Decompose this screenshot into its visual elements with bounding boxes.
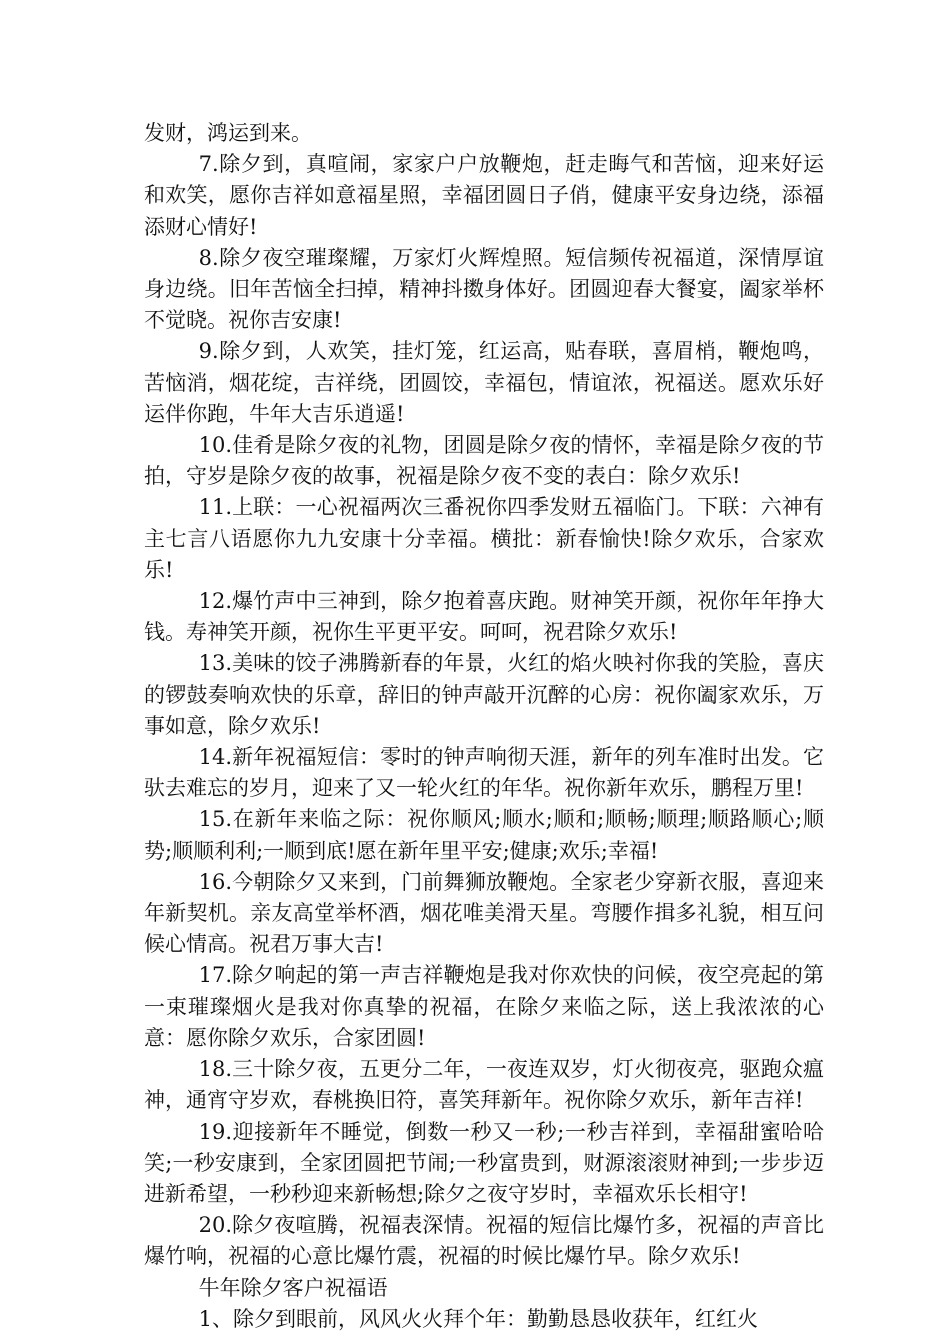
paragraph-item-12: 12.爆竹声中三神到，除夕抱着喜庆跑。财神笑开颜，祝你年年挣大钱。寿神笑开颜，祝你生平更平安。呵呵，祝君除夕欢乐!: [144, 589, 824, 645]
paragraph-item-16: 16.今朝除夕又来到，门前舞狮放鞭炮。全家老少穿新衣服，喜迎来年新契机。亲友高堂举杯酒，烟花唯美滑天星。弯腰作揖多礼貌，相互问候心情高。祝君万事大吉!: [144, 869, 824, 957]
paragraph-item-15: 15.在新年来临之际：祝你顺风;顺水;顺和;顺畅;顺理;顺路顺心;顺势;顺顺利利;一顺到底!愿在新年里平安;健康;欢乐;幸福!: [144, 807, 824, 863]
paragraph-item-9: 9.除夕到，人欢笑，挂灯笼，红运高，贴春联，喜眉梢，鞭炮鸣，苦恼消，烟花绽，吉祥绕，团圆饺，幸福包，情谊浓，祝福送。愿欢乐好运伴你跑，牛年大吉乐逍遥!: [144, 339, 824, 426]
paragraph-section-item-1: 1、除夕到眼前，风风火火拜个年：勤勤恳恳收获年，红红火: [198, 1306, 758, 1331]
paragraph-item-7: 7.除夕到，真喧闹，家家户户放鞭炮，赶走晦气和苦恼，迎来好运和欢笑，愿你吉祥如意福星照，幸福团圆日子俏，健康平安身边绕，添福添财心情好!: [144, 152, 824, 239]
paragraph-item-19: 19.迎接新年不睡觉，倒数一秒又一秒;一秒吉祥到，幸福甜蜜哈哈笑;一秒安康到，全家团圆把节闹;一秒富贵到，财源滚滚财神到;一步步迈进新希望，一秒秒迎来新畅想;除夕之夜守岁时，幸福欢乐长相守!: [144, 1119, 824, 1206]
paragraph-continuation: 发财，鸿运到来。: [144, 121, 312, 145]
paragraph-item-20: 20.除夕夜喧腾，祝福表深情。祝福的短信比爆竹多，祝福的声音比爆竹响，祝福的心意比爆竹震，祝福的时候比爆竹早。除夕欢乐!: [144, 1213, 824, 1269]
paragraph-item-10: 10.佳肴是除夕夜的礼物，团圆是除夕夜的情怀，幸福是除夕夜的节拍，守岁是除夕夜的故事，祝福是除夕夜不变的表白：除夕欢乐!: [144, 433, 824, 489]
paragraph-item-17: 17.除夕响起的第一声吉祥鞭炮是我对你欢快的问候，夜空亮起的第一束璀璨烟火是我对你真挚的祝福，在除夕来临之际，送上我浓浓的心意：愿你除夕欢乐，合家团圆!: [144, 963, 824, 1050]
paragraph-item-8: 8.除夕夜空璀璨耀，万家灯火辉煌照。短信频传祝福道，深情厚谊身边绕。旧年苦恼全扫掉，精神抖擞身体好。团圆迎春大餐宴，阖家举杯不觉晓。祝你吉安康!: [144, 245, 824, 333]
paragraph-item-11: 11.上联：一心祝福两次三番祝你四季发财五福临门。下联：六神有主七言八语愿你九九安康十分幸福。横批：新春愉快!除夕欢乐，合家欢乐!: [144, 495, 824, 582]
paragraph-item-13: 13.美味的饺子沸腾新春的年景，火红的焰火映衬你我的笑脸，喜庆的锣鼓奏响欢快的乐章，辞旧的钟声敲开沉醉的心房：祝你阖家欢乐，万事如意，除夕欢乐!: [144, 651, 824, 738]
paragraph-item-14: 14.新年祝福短信：零时的钟声响彻天涯，新年的列车准时出发。它驮去难忘的岁月，迎来了又一轮火红的年华。祝你新年欢乐，鹏程万里!: [144, 745, 824, 801]
paragraph-item-18: 18.三十除夕夜，五更分二年，一夜连双岁，灯火彻夜亮，驱跑众瘟神，通宵守岁欢，春桃换旧符，喜笑拜新年。祝你除夕欢乐，新年吉祥!: [144, 1057, 824, 1113]
section-heading: 牛年除夕客户祝福语: [198, 1275, 388, 1300]
document-body: [144, 118, 824, 1335]
